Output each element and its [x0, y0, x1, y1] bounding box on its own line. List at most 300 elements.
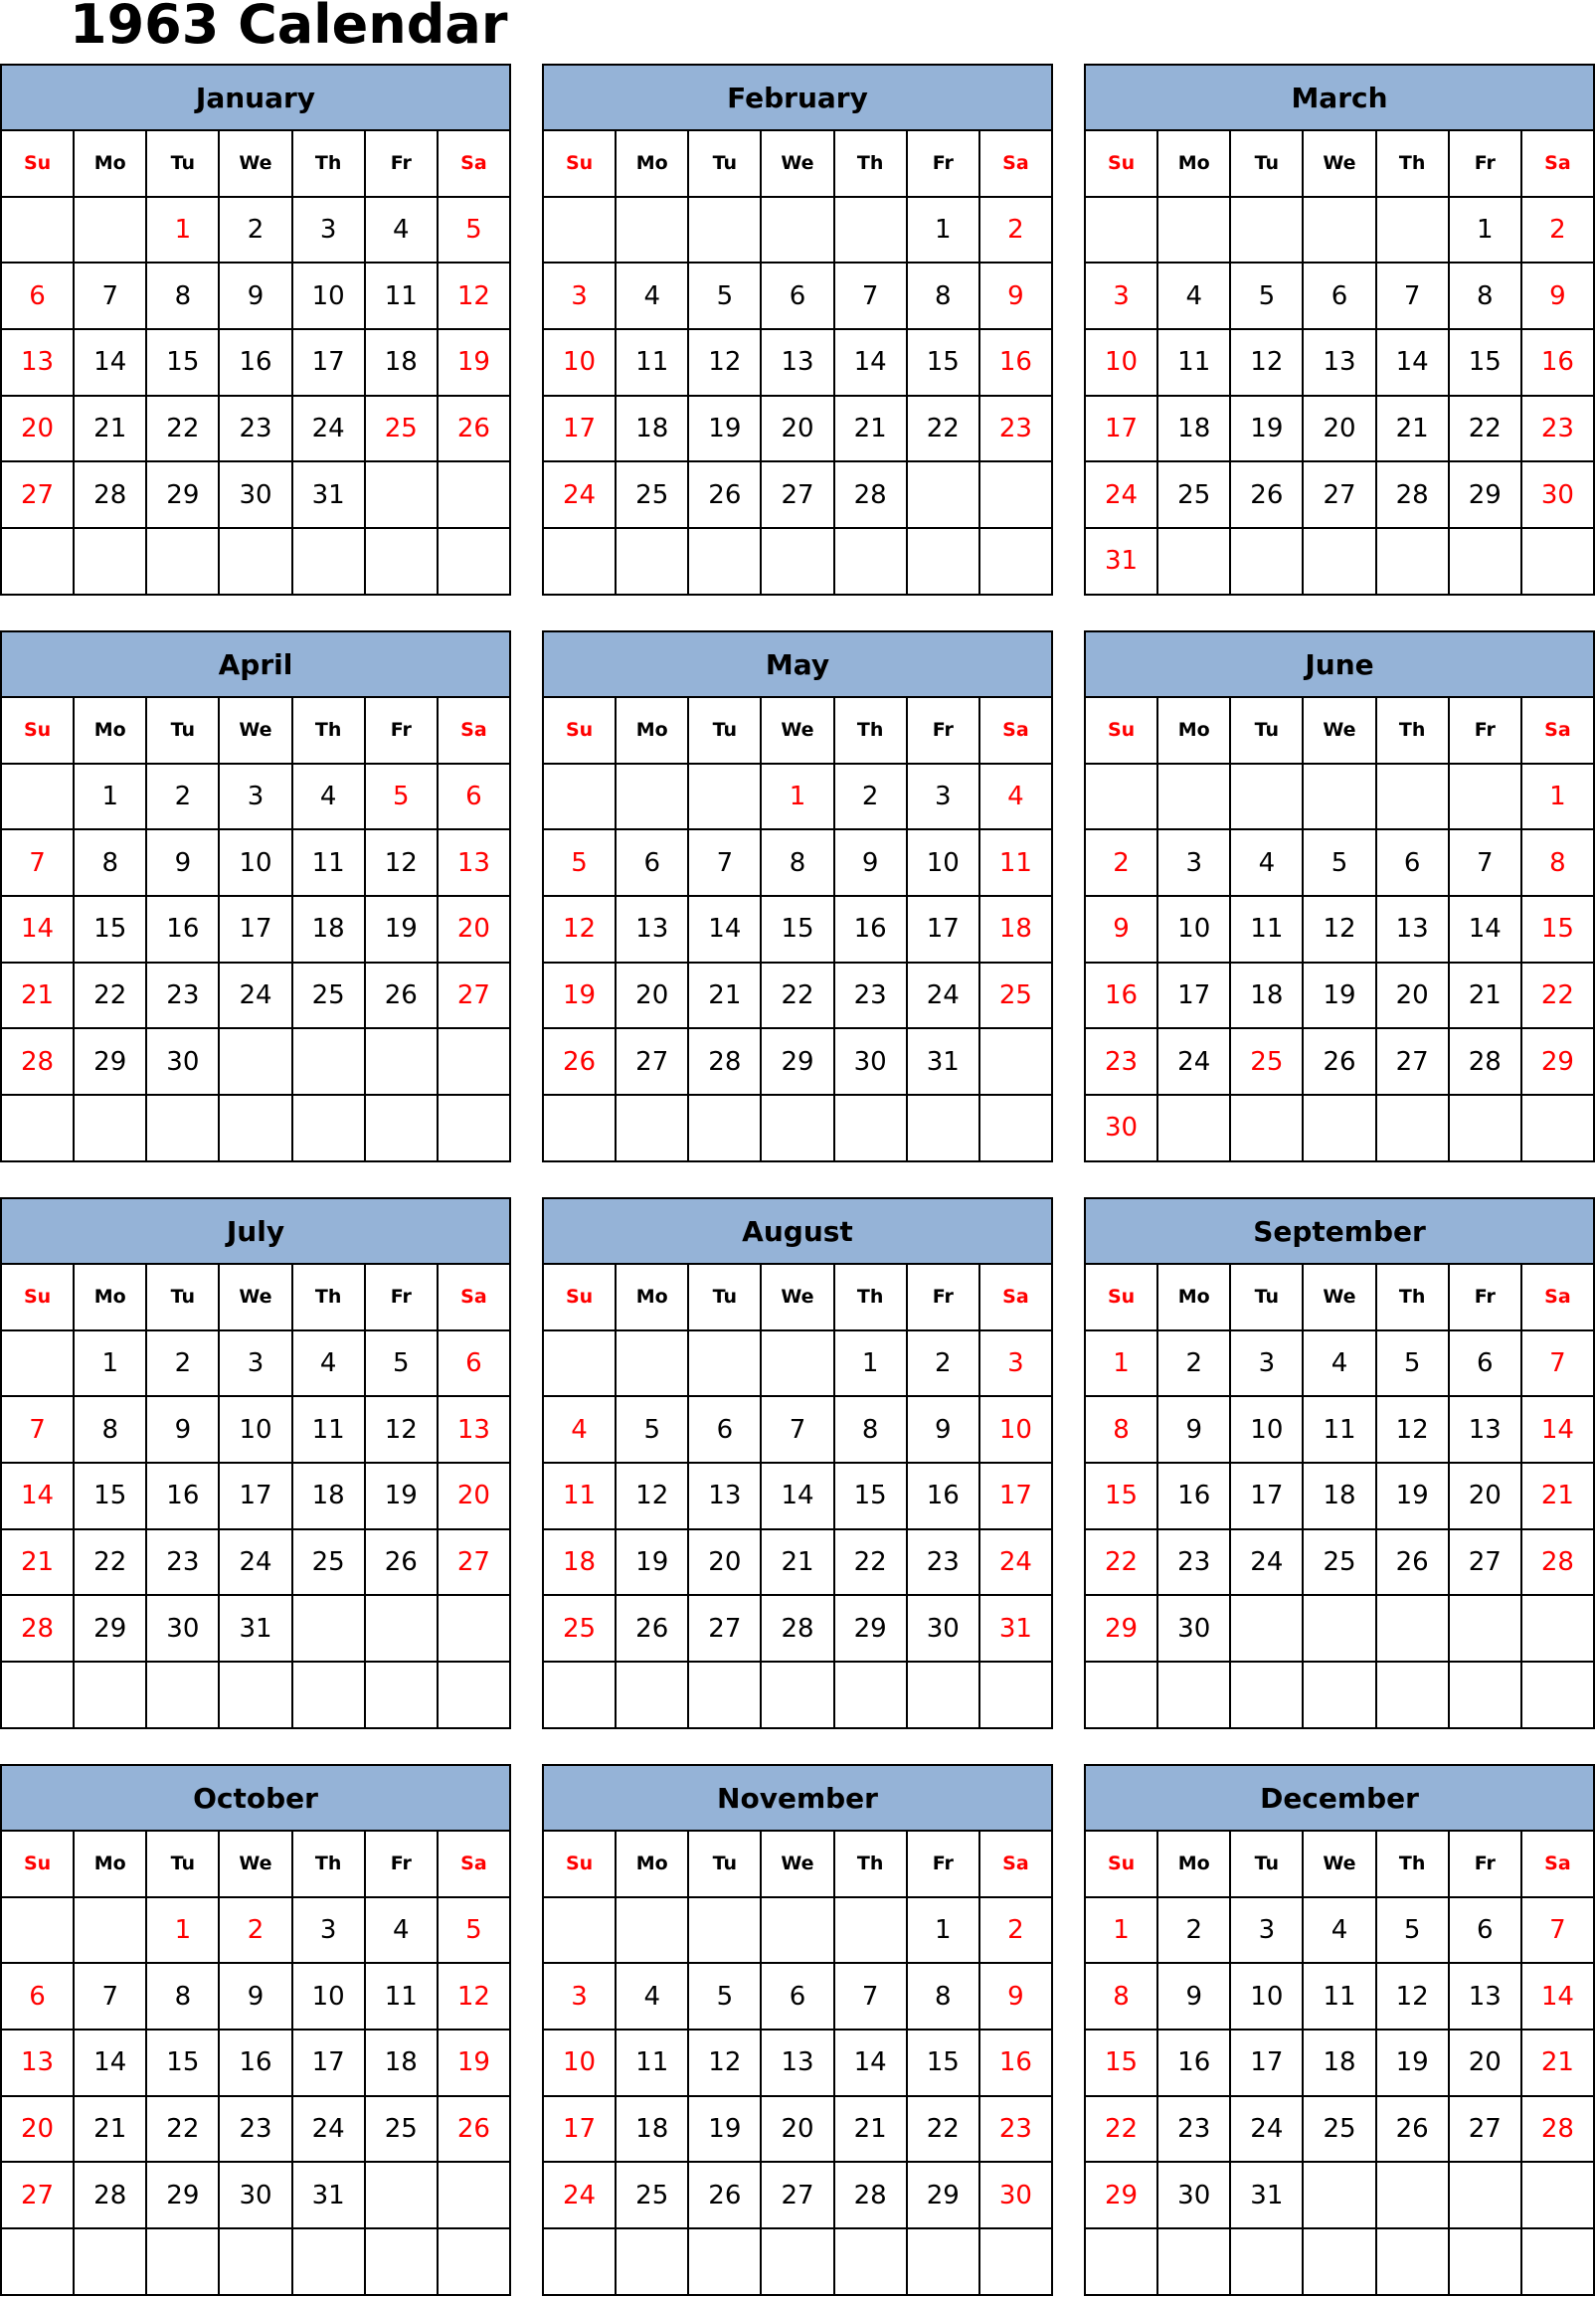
day-cell: 7 — [1522, 1898, 1595, 1965]
day-cell: 27 — [1377, 1029, 1450, 1096]
empty-day-cell — [617, 198, 689, 265]
day-cell: 25 — [293, 1530, 366, 1597]
day-cell: 10 — [293, 264, 366, 330]
weekday-label: Fr — [1450, 1832, 1522, 1898]
day-cell: 10 — [220, 830, 292, 897]
day-cell: 27 — [1450, 2097, 1522, 2164]
day-cell: 24 — [220, 1530, 292, 1597]
empty-day-cell — [75, 529, 147, 596]
empty-day-cell — [544, 1096, 617, 1162]
day-cell: 24 — [544, 2163, 617, 2229]
day-cell: 25 — [366, 397, 439, 463]
day-cell: 10 — [293, 1964, 366, 2031]
empty-day-cell — [1450, 765, 1522, 831]
empty-day-cell — [1304, 1663, 1376, 1729]
day-cell: 24 — [220, 964, 292, 1030]
day-cell: 8 — [908, 264, 980, 330]
weekday-label: Tu — [147, 698, 220, 765]
empty-day-cell — [689, 529, 762, 596]
weekday-label: Mo — [617, 698, 689, 765]
day-cell: 1 — [835, 1331, 908, 1398]
day-cell: 9 — [835, 830, 908, 897]
empty-day-cell — [1377, 765, 1450, 831]
day-cell: 25 — [980, 964, 1053, 1030]
empty-day-cell — [980, 2229, 1053, 2296]
weekday-label: Mo — [617, 1832, 689, 1898]
day-cell: 1 — [147, 198, 220, 265]
weekday-label: Th — [835, 1265, 908, 1331]
day-cell: 19 — [439, 330, 511, 397]
day-grid — [544, 131, 1053, 596]
day-cell: 5 — [439, 198, 511, 265]
empty-day-cell — [1522, 2229, 1595, 2296]
day-cell: 1 — [75, 765, 147, 831]
day-cell: 29 — [908, 2163, 980, 2229]
day-cell: 30 — [1158, 2163, 1231, 2229]
day-cell: 22 — [908, 2097, 980, 2164]
day-cell: 21 — [1522, 2031, 1595, 2097]
empty-day-cell — [2, 1663, 75, 1729]
day-cell: 23 — [1522, 397, 1595, 463]
month-august — [542, 1197, 1053, 1729]
weekday-label: Fr — [908, 131, 980, 198]
empty-day-cell — [2, 529, 75, 596]
day-cell: 3 — [908, 765, 980, 831]
month-name: November — [544, 1766, 1053, 1832]
weekday-label: Su — [1086, 698, 1158, 765]
day-cell: 28 — [762, 1596, 834, 1663]
day-cell: 31 — [293, 462, 366, 529]
day-cell: 29 — [1086, 2163, 1158, 2229]
day-cell: 31 — [220, 1596, 292, 1663]
day-cell: 20 — [1304, 397, 1376, 463]
weekday-label: Sa — [980, 1832, 1053, 1898]
empty-day-cell — [1086, 2229, 1158, 2296]
empty-day-cell — [762, 529, 834, 596]
day-cell: 1 — [1086, 1898, 1158, 1965]
day-cell: 5 — [366, 1331, 439, 1398]
day-cell: 27 — [1450, 1530, 1522, 1597]
day-cell: 23 — [220, 2097, 292, 2164]
day-cell: 13 — [762, 330, 834, 397]
day-cell: 26 — [439, 397, 511, 463]
weekday-label: Fr — [366, 131, 439, 198]
weekday-label: Fr — [366, 698, 439, 765]
day-cell: 12 — [544, 897, 617, 964]
empty-day-cell — [439, 1596, 511, 1663]
day-grid — [544, 1832, 1053, 2296]
weekday-label: Th — [1377, 131, 1450, 198]
day-cell: 5 — [1377, 1898, 1450, 1965]
weekday-label: Mo — [1158, 1832, 1231, 1898]
day-cell: 2 — [147, 765, 220, 831]
day-cell: 26 — [689, 2163, 762, 2229]
weekday-label: Th — [293, 1832, 366, 1898]
empty-day-cell — [366, 1096, 439, 1162]
day-cell: 15 — [75, 1464, 147, 1530]
day-cell: 18 — [1304, 2031, 1376, 2097]
day-cell: 4 — [293, 765, 366, 831]
empty-day-cell — [1158, 765, 1231, 831]
empty-day-cell — [1231, 198, 1304, 265]
day-cell: 15 — [762, 897, 834, 964]
empty-day-cell — [220, 529, 292, 596]
day-cell: 14 — [689, 897, 762, 964]
day-cell: 27 — [2, 462, 75, 529]
day-cell: 8 — [1086, 1964, 1158, 2031]
weekday-label: Fr — [1450, 698, 1522, 765]
day-cell: 24 — [293, 2097, 366, 2164]
day-cell: 26 — [366, 1530, 439, 1597]
day-cell: 13 — [1304, 330, 1376, 397]
day-cell: 16 — [980, 2031, 1053, 2097]
day-cell: 14 — [2, 1464, 75, 1530]
day-cell: 10 — [220, 1397, 292, 1464]
day-cell: 9 — [220, 264, 292, 330]
day-grid — [1086, 1265, 1595, 1729]
day-cell: 21 — [1522, 1464, 1595, 1530]
day-grid — [1086, 131, 1595, 596]
day-cell: 25 — [617, 2163, 689, 2229]
day-cell: 21 — [835, 2097, 908, 2164]
day-cell: 6 — [2, 1964, 75, 2031]
day-cell: 14 — [75, 330, 147, 397]
empty-day-cell — [1231, 1663, 1304, 1729]
day-cell: 19 — [1377, 2031, 1450, 2097]
weekday-label: Tu — [689, 698, 762, 765]
empty-day-cell — [366, 462, 439, 529]
empty-day-cell — [544, 2229, 617, 2296]
day-cell: 11 — [617, 330, 689, 397]
month-name: March — [1086, 66, 1595, 131]
month-name: February — [544, 66, 1053, 131]
day-cell: 5 — [689, 1964, 762, 2031]
day-cell: 29 — [147, 2163, 220, 2229]
day-cell: 19 — [1377, 1464, 1450, 1530]
day-cell: 9 — [980, 264, 1053, 330]
empty-day-cell — [835, 1898, 908, 1965]
day-cell: 21 — [835, 397, 908, 463]
day-cell: 20 — [689, 1530, 762, 1597]
weekday-label: We — [762, 698, 834, 765]
weekday-label: Fr — [366, 1265, 439, 1331]
day-cell: 23 — [1086, 1029, 1158, 1096]
day-cell: 12 — [689, 2031, 762, 2097]
day-cell: 23 — [980, 397, 1053, 463]
day-cell: 18 — [293, 897, 366, 964]
empty-day-cell — [1086, 198, 1158, 265]
day-cell: 25 — [366, 2097, 439, 2164]
empty-day-cell — [689, 1096, 762, 1162]
day-cell: 15 — [147, 330, 220, 397]
day-cell: 16 — [147, 1464, 220, 1530]
day-cell: 15 — [1450, 330, 1522, 397]
day-cell: 19 — [439, 2031, 511, 2097]
day-cell: 18 — [366, 330, 439, 397]
empty-day-cell — [617, 1096, 689, 1162]
day-cell: 6 — [1450, 1898, 1522, 1965]
day-cell: 8 — [1086, 1397, 1158, 1464]
day-cell: 4 — [544, 1397, 617, 1464]
day-cell: 1 — [762, 765, 834, 831]
month-name: May — [544, 632, 1053, 698]
empty-day-cell — [1304, 529, 1376, 596]
empty-day-cell — [1522, 2163, 1595, 2229]
day-cell: 1 — [1522, 765, 1595, 831]
empty-day-cell — [366, 529, 439, 596]
day-cell: 17 — [1231, 1464, 1304, 1530]
empty-day-cell — [1158, 198, 1231, 265]
weekday-label: Fr — [908, 698, 980, 765]
day-cell: 12 — [1377, 1964, 1450, 2031]
day-cell: 1 — [147, 1898, 220, 1965]
weekday-label: Tu — [1231, 1832, 1304, 1898]
day-cell: 11 — [1231, 897, 1304, 964]
weekday-label: Fr — [1450, 1265, 1522, 1331]
day-cell: 24 — [1231, 2097, 1304, 2164]
empty-day-cell — [2, 765, 75, 831]
day-cell: 2 — [835, 765, 908, 831]
day-cell: 22 — [908, 397, 980, 463]
day-cell: 25 — [1304, 2097, 1376, 2164]
day-cell: 9 — [147, 830, 220, 897]
weekday-label: Mo — [75, 131, 147, 198]
day-cell: 13 — [762, 2031, 834, 2097]
day-cell: 30 — [220, 2163, 292, 2229]
weekday-label: Fr — [366, 1832, 439, 1898]
weekday-label: We — [1304, 698, 1376, 765]
empty-day-cell — [75, 198, 147, 265]
day-cell: 14 — [835, 330, 908, 397]
empty-day-cell — [220, 2229, 292, 2296]
empty-day-cell — [1231, 1096, 1304, 1162]
day-cell: 24 — [980, 1530, 1053, 1597]
day-cell: 12 — [439, 264, 511, 330]
empty-day-cell — [762, 1663, 834, 1729]
empty-day-cell — [762, 1331, 834, 1398]
weekday-label: We — [1304, 131, 1376, 198]
day-cell: 20 — [617, 964, 689, 1030]
day-cell: 30 — [147, 1596, 220, 1663]
day-cell: 3 — [220, 765, 292, 831]
day-cell: 6 — [2, 264, 75, 330]
day-cell: 11 — [1304, 1964, 1376, 2031]
empty-day-cell — [1304, 1096, 1376, 1162]
day-cell: 6 — [1450, 1331, 1522, 1398]
day-cell: 21 — [2, 964, 75, 1030]
month-name: July — [2, 1199, 511, 1265]
month-name: August — [544, 1199, 1053, 1265]
day-cell: 14 — [835, 2031, 908, 2097]
day-cell: 21 — [1450, 964, 1522, 1030]
day-cell: 17 — [293, 330, 366, 397]
empty-day-cell — [835, 529, 908, 596]
month-name: September — [1086, 1199, 1595, 1265]
weekday-label: Sa — [439, 131, 511, 198]
empty-day-cell — [147, 1663, 220, 1729]
weekday-label: Fr — [1450, 131, 1522, 198]
day-cell: 18 — [293, 1464, 366, 1530]
day-cell: 29 — [1522, 1029, 1595, 1096]
day-cell: 16 — [835, 897, 908, 964]
empty-day-cell — [1450, 1663, 1522, 1729]
empty-day-cell — [75, 1663, 147, 1729]
day-cell: 4 — [293, 1331, 366, 1398]
day-cell: 14 — [2, 897, 75, 964]
empty-day-cell — [617, 765, 689, 831]
day-cell: 9 — [1522, 264, 1595, 330]
day-cell: 27 — [439, 1530, 511, 1597]
day-cell: 18 — [366, 2031, 439, 2097]
weekday-label: Mo — [75, 1832, 147, 1898]
weekday-label: Su — [544, 131, 617, 198]
weekday-label: Mo — [617, 1265, 689, 1331]
empty-day-cell — [1158, 529, 1231, 596]
day-cell: 22 — [1086, 2097, 1158, 2164]
day-cell: 5 — [439, 1898, 511, 1965]
empty-day-cell — [439, 1029, 511, 1096]
day-cell: 24 — [1158, 1029, 1231, 1096]
day-cell: 28 — [1377, 462, 1450, 529]
day-cell: 29 — [75, 1596, 147, 1663]
day-cell: 3 — [293, 198, 366, 265]
day-grid — [2, 131, 511, 596]
day-cell: 11 — [544, 1464, 617, 1530]
day-cell: 25 — [544, 1596, 617, 1663]
empty-day-cell — [147, 1096, 220, 1162]
empty-day-cell — [1450, 529, 1522, 596]
day-cell: 17 — [220, 1464, 292, 1530]
empty-day-cell — [908, 2229, 980, 2296]
empty-day-cell — [908, 462, 980, 529]
empty-day-cell — [1522, 1096, 1595, 1162]
day-cell: 10 — [544, 330, 617, 397]
day-cell: 26 — [544, 1029, 617, 1096]
day-cell: 15 — [835, 1464, 908, 1530]
empty-day-cell — [544, 1663, 617, 1729]
weekday-label: We — [762, 1265, 834, 1331]
day-cell: 19 — [1304, 964, 1376, 1030]
empty-day-cell — [1377, 1596, 1450, 1663]
day-cell: 28 — [1450, 1029, 1522, 1096]
day-cell: 2 — [1086, 830, 1158, 897]
day-cell: 2 — [147, 1331, 220, 1398]
day-cell: 15 — [1522, 897, 1595, 964]
weekday-label: Th — [1377, 698, 1450, 765]
day-cell: 30 — [908, 1596, 980, 1663]
day-cell: 22 — [1086, 1530, 1158, 1597]
day-cell: 20 — [2, 2097, 75, 2164]
day-cell: 8 — [762, 830, 834, 897]
day-cell: 9 — [908, 1397, 980, 1464]
weekday-label: Mo — [75, 1265, 147, 1331]
empty-day-cell — [1158, 1663, 1231, 1729]
day-cell: 3 — [1231, 1331, 1304, 1398]
day-cell: 24 — [908, 964, 980, 1030]
weekday-label: Su — [2, 1832, 75, 1898]
weekday-label: Su — [1086, 131, 1158, 198]
empty-day-cell — [689, 1331, 762, 1398]
empty-day-cell — [1450, 2163, 1522, 2229]
day-cell: 20 — [1450, 2031, 1522, 2097]
day-cell: 21 — [1377, 397, 1450, 463]
day-cell: 6 — [1377, 830, 1450, 897]
day-cell: 11 — [1158, 330, 1231, 397]
day-grid — [2, 1265, 511, 1729]
empty-day-cell — [544, 765, 617, 831]
month-name: April — [2, 632, 511, 698]
day-cell: 22 — [762, 964, 834, 1030]
month-name: June — [1086, 632, 1595, 698]
day-cell: 23 — [1158, 2097, 1231, 2164]
weekday-label: Mo — [617, 131, 689, 198]
day-cell: 22 — [147, 397, 220, 463]
weekday-label: Su — [2, 1265, 75, 1331]
day-cell: 17 — [544, 397, 617, 463]
weekday-label: We — [762, 1832, 834, 1898]
day-cell: 9 — [220, 1964, 292, 2031]
day-cell: 17 — [1086, 397, 1158, 463]
day-cell: 25 — [617, 462, 689, 529]
day-cell: 6 — [762, 264, 834, 330]
empty-day-cell — [1231, 1596, 1304, 1663]
day-cell: 14 — [1522, 1964, 1595, 2031]
empty-day-cell — [1377, 1663, 1450, 1729]
empty-day-cell — [2, 1331, 75, 1398]
weekday-label: Sa — [1522, 131, 1595, 198]
day-cell: 13 — [617, 897, 689, 964]
day-cell: 11 — [366, 1964, 439, 2031]
day-cell: 17 — [544, 2097, 617, 2164]
weekday-label: Sa — [980, 698, 1053, 765]
month-january — [0, 64, 511, 596]
empty-day-cell — [293, 1663, 366, 1729]
day-cell: 26 — [1231, 462, 1304, 529]
empty-day-cell — [835, 1663, 908, 1729]
empty-day-cell — [544, 1898, 617, 1965]
day-cell: 25 — [293, 964, 366, 1030]
empty-day-cell — [689, 198, 762, 265]
day-cell: 15 — [1086, 2031, 1158, 2097]
empty-day-cell — [1231, 765, 1304, 831]
day-cell: 11 — [617, 2031, 689, 2097]
day-cell: 19 — [366, 897, 439, 964]
empty-day-cell — [980, 1029, 1053, 1096]
day-cell: 4 — [1231, 830, 1304, 897]
empty-day-cell — [544, 198, 617, 265]
day-cell: 11 — [293, 830, 366, 897]
empty-day-cell — [689, 765, 762, 831]
day-cell: 4 — [617, 264, 689, 330]
month-june — [1084, 630, 1595, 1162]
empty-day-cell — [980, 462, 1053, 529]
day-cell: 15 — [147, 2031, 220, 2097]
day-cell: 5 — [544, 830, 617, 897]
day-cell: 26 — [1377, 2097, 1450, 2164]
day-cell: 9 — [980, 1964, 1053, 2031]
empty-day-cell — [689, 2229, 762, 2296]
day-cell: 11 — [366, 264, 439, 330]
day-cell: 22 — [75, 1530, 147, 1597]
weekday-label: Th — [1377, 1265, 1450, 1331]
day-cell: 31 — [1086, 529, 1158, 596]
weekday-label: Tu — [1231, 1265, 1304, 1331]
day-cell: 16 — [980, 330, 1053, 397]
day-cell: 28 — [2, 1029, 75, 1096]
month-november — [542, 1764, 1053, 2296]
day-cell: 21 — [762, 1530, 834, 1597]
day-cell: 23 — [220, 397, 292, 463]
